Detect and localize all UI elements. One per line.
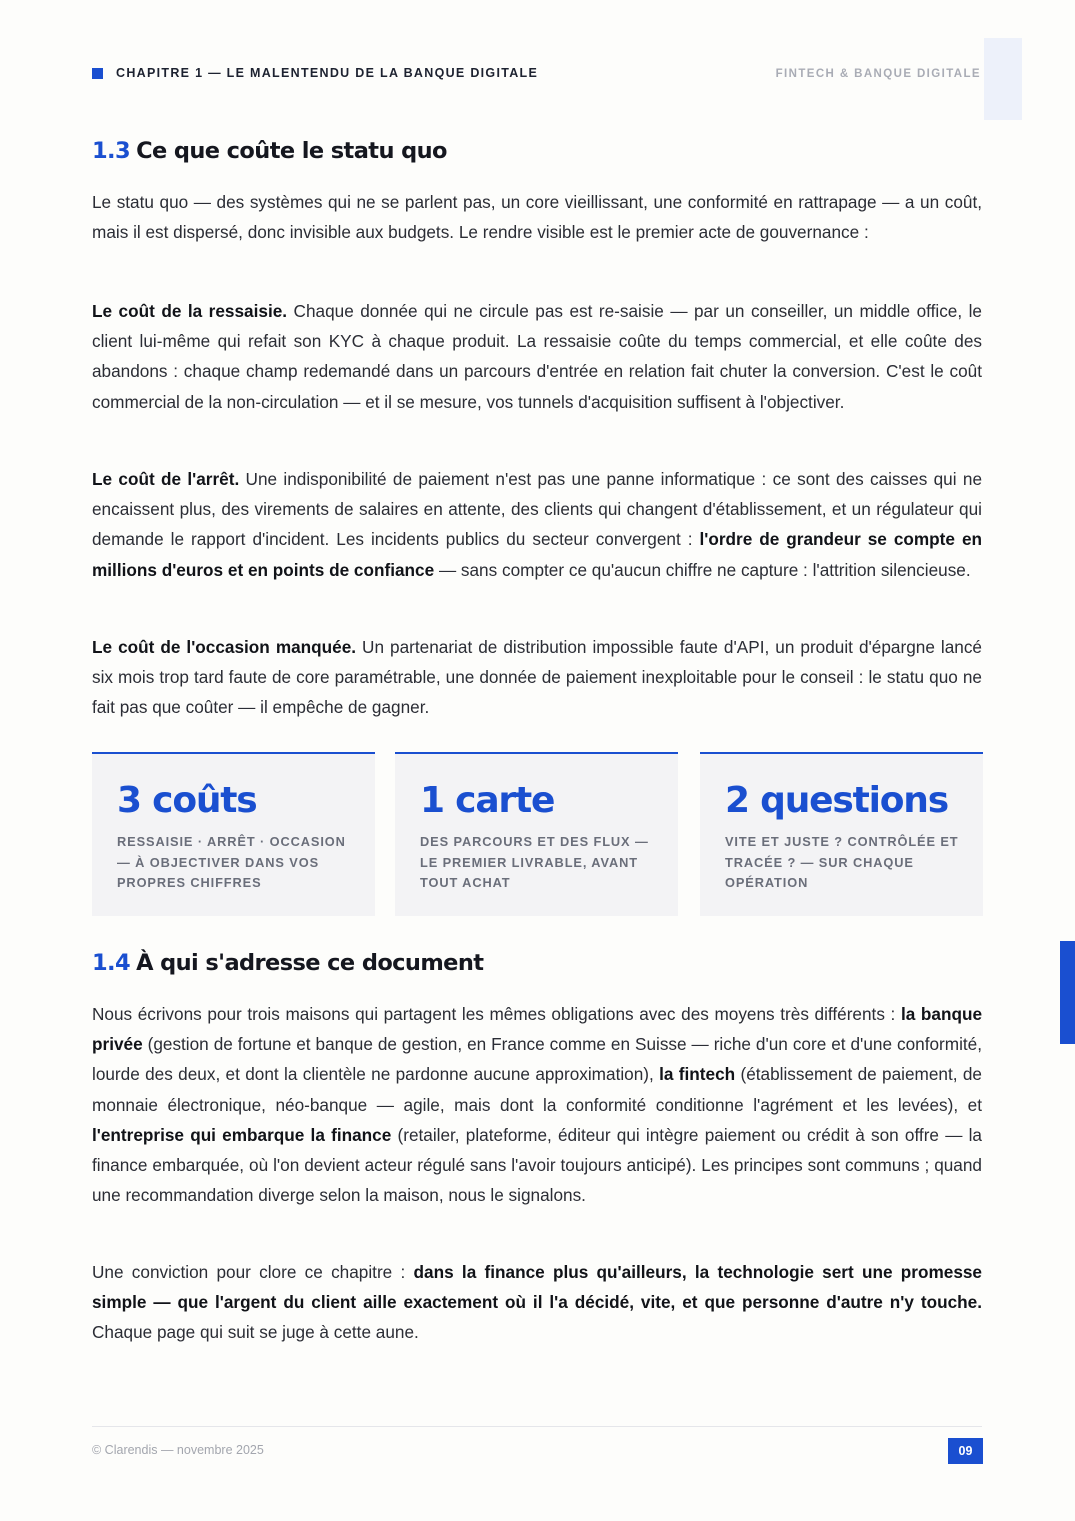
- conviction-emphasis: dans la finance plus qu'ailleurs, la technologie sert une promesse simple — que l'argent du client aille exactement où il l'a décidé, vite, et que personne d'autre n'y touche.: [92, 1262, 982, 1313]
- audience-fintech: la fintech: [659, 1064, 736, 1085]
- section-title: À qui s'adresse ce document: [136, 950, 484, 976]
- stat-value: 3 coûts: [117, 780, 257, 821]
- conviction-text-2: Chaque page qui suit se juge à cette aune.: [92, 1322, 419, 1343]
- intro-paragraph: Le statu quo — des systèmes qui ne se parlent pas, un core vieillissant, une conformité en rattrapage — a un coût, mais il est dispersé, donc invisible aux budgets. Le rendre visible est le premier acte de gouvernance :: [92, 192, 982, 243]
- audience-text-1: Nous écrivons pour trois maisons qui partagent les mêmes obligations avec des moyens très différents :: [92, 1004, 901, 1024]
- footer-divider: [92, 1426, 982, 1427]
- stat-card-costs: [92, 752, 375, 916]
- paragraph-ressaisie: [92, 296, 982, 417]
- chapter-marker-square: [92, 68, 103, 79]
- text-occasion: Un partenariat de distribution impossible faute d'API, un produit d'épargne lancé six mois trop tard faute de core paramétrable, une donnée de paiement inexploitable pour le conseil : le statu quo ne fait pas que coûter — il empêche de gagner.: [92, 637, 982, 718]
- section-heading-1-4: [92, 950, 483, 976]
- audience-private-bank: la banque privée: [92, 1004, 983, 1055]
- lead-arret: Le coût de l'arrêt.: [92, 469, 240, 489]
- paragraph-conviction: [92, 1257, 982, 1348]
- audience-text-2: (gestion de fortune et banque de gestion, en France comme en Suisse — riche d'un core et d'une conformité, lourde des deux, et dont la clientèle ne pardonne aucune approximation),: [92, 1034, 982, 1085]
- text-arret-a: Une indisponibilité de paiement n'est pas une panne informatique : ce sont des caisses qui ne encaissent plus, des virements de salaires en attente, des clients qui changent d'établissement, et un régulateur qui demande le rapport d'incident. Les incidents publics du secteur convergent :: [92, 469, 982, 550]
- running-header-publication: FINTECH & BANQUE DIGITALE: [775, 68, 981, 80]
- paragraph-audience: [92, 999, 982, 1210]
- chapter-side-tab: [1060, 941, 1075, 1044]
- stat-caption: RESSAISIE · ARRÊT · OCCASION — À OBJECTIVER DANS VOS PROPRES CHIFFRES: [117, 834, 346, 890]
- section-heading-1-3: [92, 138, 447, 164]
- stat-card-questions: [700, 752, 983, 916]
- stat-value: 2 questions: [725, 780, 948, 821]
- running-header-chapter: CHAPITRE 1 — LE MALENTENDU DE LA BANQUE DIGITALE: [116, 66, 539, 80]
- stat-caption: DES PARCOURS ET DES FLUX — LE PREMIER LIVRABLE, AVANT TOUT ACHAT: [420, 834, 649, 890]
- audience-text-3: (établissement de paiement, de monnaie électronique, néo-banque — agile, mais dont la conformité conditionne l'agrément et les levées), et: [92, 1064, 982, 1115]
- emphasis-arret: l'ordre de grandeur se compte en millions d'euros et en points de confiance: [92, 529, 982, 580]
- section-number: 1.4: [92, 950, 131, 976]
- audience-embedded-finance: l'entreprise qui embarque la finance: [92, 1124, 392, 1145]
- stat-card-map: [395, 752, 678, 916]
- footer-copyright: © Clarendis — novembre 2025: [92, 1443, 264, 1457]
- text-arret-b: — sans compter ce qu'aucun chiffre ne capture : l'attrition silencieuse.: [434, 559, 971, 580]
- stat-caption: VITE ET JUSTE ? CONTRÔLÉE ET TRACÉE ? — SUR CHAQUE OPÉRATION: [725, 834, 959, 890]
- lead-ressaisie: Le coût de la ressaisie.: [92, 301, 288, 321]
- stat-value: 1 carte: [420, 780, 555, 821]
- text-ressaisie: Chaque donnée qui ne circule pas est re-saisie — par un conseiller, un middle office, le client lui-même qui refait son KYC à chaque produit. La ressaisie coûte du temps commercial, et elle coûte des abandons : chaque champ redemandé dans un parcours d'entrée en relation fait chuter la conversion. C'est le coût commercial de la non-circulation — et il se mesure, vos tunnels d'acquisition suffisent à l'objectiver.: [92, 301, 982, 412]
- chapter-numeral-decoration: [984, 38, 1022, 120]
- paragraph-occasion: [92, 632, 982, 723]
- page-number-badge: 09: [948, 1438, 983, 1464]
- audience-text-4: (retailer, plateforme, éditeur qui intègre paiement ou crédit à son offre — la finance embarquée, où l'on devient acteur régulé sans l'avoir toujours anticipé). Les principes sont communs ; quand une recommandation diverge selon la maison, nous le signalons.: [92, 1124, 982, 1206]
- conviction-text-1: Une conviction pour clore ce chapitre :: [92, 1262, 414, 1282]
- section-title: Ce que coûte le statu quo: [136, 138, 447, 164]
- lead-occasion: Le coût de l'occasion manquée.: [92, 637, 357, 657]
- section-number: 1.3: [92, 138, 131, 164]
- paragraph-arret: [92, 464, 982, 585]
